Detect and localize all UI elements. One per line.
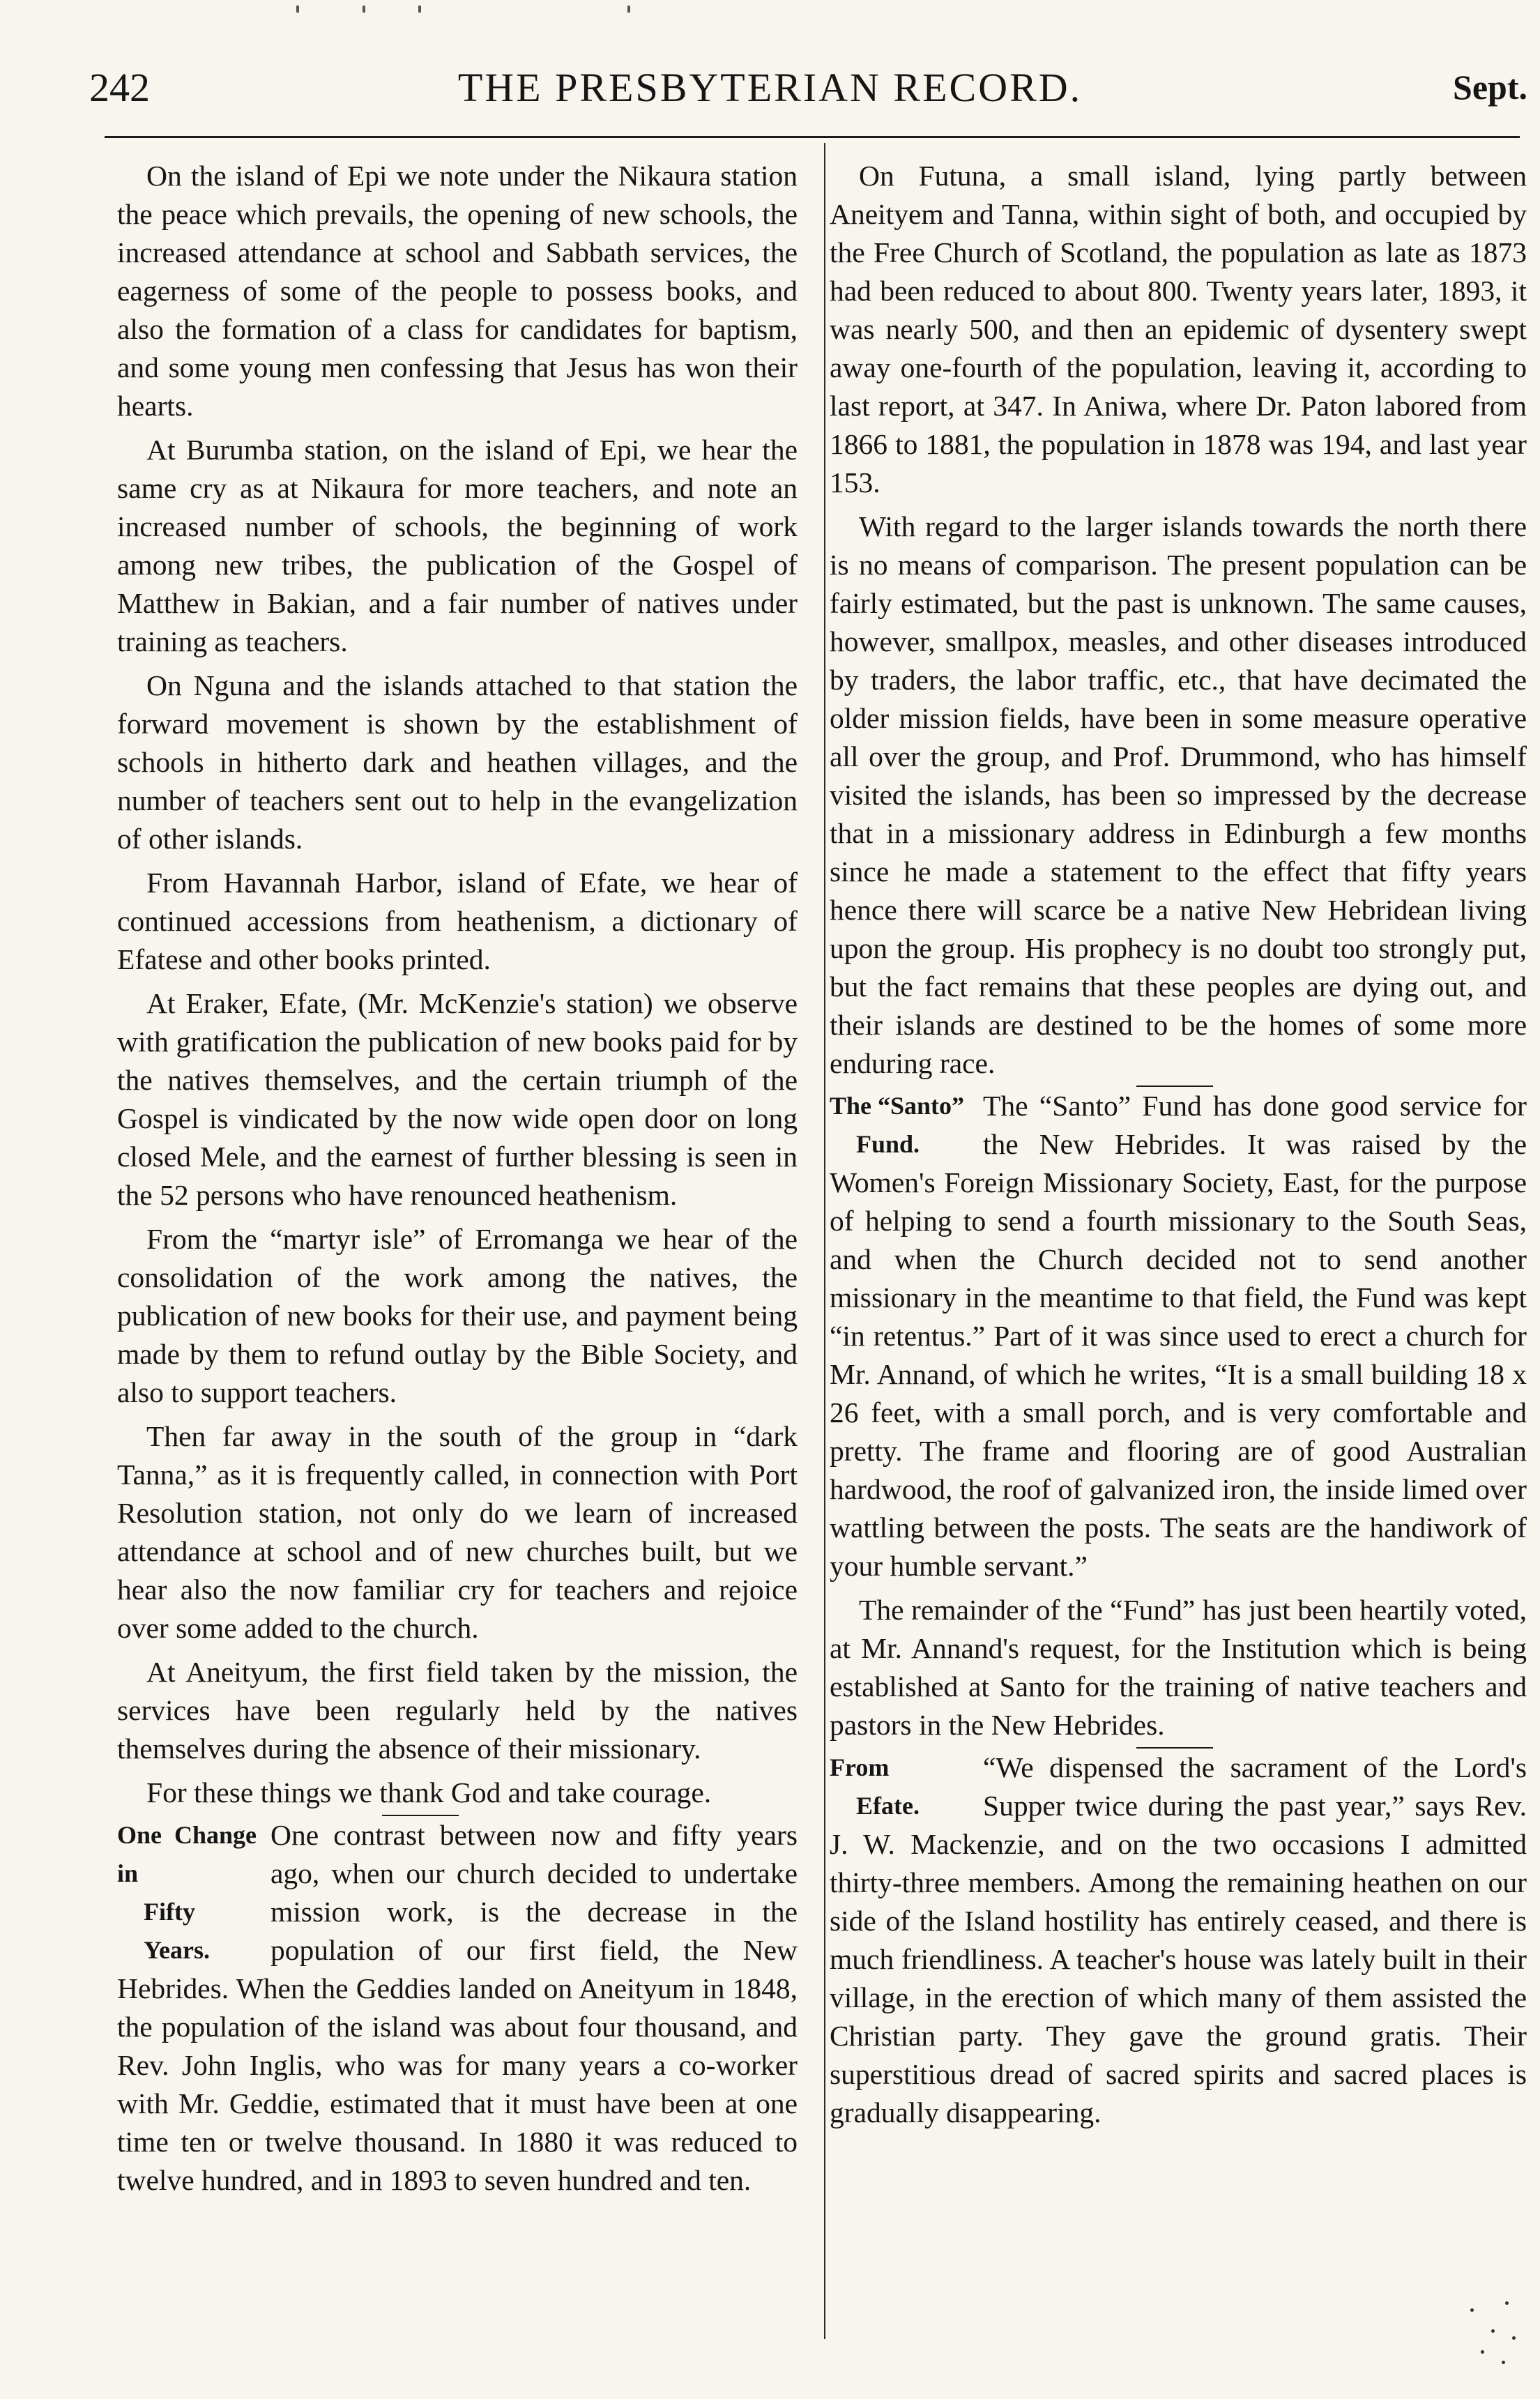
right-column xyxy=(830,157,1527,2138)
paragraph: With regard to the larger islands towards the north there is no means of comparison. The present population can be fairly estimated, but the past is unknown. The same causes, however, smallpox, measles, and other diseases introduced by traders, the labor traffic, etc., that have decimated the older mission fields, have been in some measure operative all over the group, and Prof. Drummond, who has himself visited the islands, has been so impressed by the decrease that in a missionary address in Edinburgh a few months since he made a statement to the effect that fifty years hence there will scarce be a native New Hebridean living upon the group. His prophecy is no doubt too strongly put, but the fact remains that these peoples are dying out, and their islands are destined to be the homes of some more enduring race. xyxy=(830,510,1527,1079)
side-heading-line: Fund. xyxy=(856,1130,920,1158)
paragraph: Then far away in the south of the group in “dark Tanna,” as it is frequently called, in connection with Port Resolution station, not only do we learn of increased attendance at school and of new churches built, but we hear also the now familiar cry for teachers and rejoice over some added to the church. xyxy=(117,1420,798,1644)
paragraph: One contrast between now and fifty years ago, when our church decided to undertake mission work, is the decrease in the population of our first field, the New Hebrides. When the Geddies landed on Aneityum in 1848, the population of the island was about four thousand, and Rev. John Inglis, who was for many years a co-worker with Mr. Geddie, estimated that it must have been at one time ten or twelve thousand. In 1880 it was reduced to twelve hundred, and in 1893 to seven hundred and ten. xyxy=(117,1819,798,2196)
paragraph: At Burumba station, on the island of Epi, we hear the same cry as at Nikaura for more teachers, and note an increased number of schools, the beginning of work among new tribes, the publication of the Gospel of Matthew in Bakian, and a fair number of natives under training as teachers. xyxy=(117,434,798,657)
paragraph: On Futuna, a small island, lying partly between Aneityem and Tanna, within sight of both, and occupied by the Free Church of Scotland, the population as late as 1873 had been reduced to about 800. Twenty years later, 1893, it was nearly 500, and then an epidemic of dysentery swept away one-fourth of the population, leaving it, according to last report, at 347. In Aniwa, where Dr. Paton labored from 1866 to 1881, the population in 1878 was 194, and last year 153. xyxy=(830,160,1527,498)
side-heading xyxy=(830,1087,969,1164)
paragraph: The “Santo” Fund has done good service for the New Hebrides. It was raised by the Women's Foreign Missionary Society, East, for the purpose of helping to send a fourth missionary to the South Seas, and when the Church decided not to send another missionary in the meantime to that field, the Fund was kept “in retentus.” Part of it was since used to erect a church for Mr. Annand, of which he writes, “It is a small building 18 x 26 feet, with a small porch, and is very comfortable and pretty. The frame and flooring are of good Australian hardwood, the roof of galvanized iron, the inside limed over wattling between the posts. The seats are the handiwork of your humble servant.” xyxy=(830,1090,1527,1582)
paragraph: The remainder of the “Fund” has just been heartily voted, at Mr. Annand's request, for the Institution which is being established at Santo for the training of native teachers and pastors in the New Hebrides. xyxy=(830,1594,1527,1741)
page-number: 242 xyxy=(89,65,150,110)
side-heading-line: One Change in xyxy=(117,1821,257,1887)
paragraph: At Eraker, Efate, (Mr. McKenzie's station) we observe with gratification the publication of new books paid for by the natives themselves, and the certain triumph of the Gospel is vindicated by the now wide open door on long closed Mele, and the earnest of further blessing is seen in the 52 persons who have renounced heathenism. xyxy=(117,987,798,1211)
header-rule xyxy=(105,136,1520,138)
journal-title: THE PRESBYTERIAN RECORD. xyxy=(457,65,1083,110)
side-heading xyxy=(117,1816,257,1970)
section-santo-fund xyxy=(830,1087,1527,1585)
side-heading-line: The “Santo” xyxy=(830,1092,965,1120)
side-heading-line: Efate. xyxy=(856,1792,920,1820)
paragraph: At Aneityum, the first field taken by the mission, the services have been regularly held by the natives themselves during the absence of their missionary. xyxy=(117,1656,798,1765)
left-column xyxy=(117,157,798,2205)
issue-month: Sept. xyxy=(1453,68,1527,107)
column-divider xyxy=(824,143,825,2339)
section-from-efate xyxy=(830,1749,1527,2132)
paragraph: From the “martyr isle” of Erromanga we hear of the consolidation of the work among the natives, the publication of new books for their use, and payment being made by them to refund outlay by the Bible Society, and also to support teachers. xyxy=(117,1223,798,1408)
paragraph: On the island of Epi we note under the Nikaura station the peace which prevails, the opening of new schools, the increased attendance at school and Sabbath services, the eagerness of some of the people to possess books, and also the formation of a class for candidates for baptism, and some young men confessing that Jesus has won their hearts. xyxy=(117,160,798,422)
side-heading xyxy=(830,1749,969,1825)
side-heading-line: Fifty Years. xyxy=(144,1898,210,1964)
scan-speckle xyxy=(1463,2294,1519,2378)
side-heading-line: From xyxy=(830,1753,890,1781)
section-one-change xyxy=(117,1816,798,2200)
paragraph: “We dispensed the sacrament of the Lord's Supper twice during the past year,” says Rev. J. W. Mackenzie, and on the two occasions I admitted thirty-three members. Among the remaining heathen on our side of the Island hostility has entirely ceased, and there is much friendliness. A teacher's house was lately built in their village, in the erection of which many of them assisted the Christian party. They gave the ground gratis. Their superstitious dread of sacred spirits and sacred places is gradually disappearing. xyxy=(830,1751,1527,2128)
paragraph: On Nguna and the islands attached to that station the forward movement is shown by the establishment of schools in hitherto dark and heathen villages, and the number of teachers sent out to help in the evangelization of other islands. xyxy=(117,669,798,855)
paragraph: From Havannah Harbor, island of Efate, we hear of continued accessions from heathenism, a dictionary of Efatese and other books printed. xyxy=(117,867,798,975)
paragraph: For these things we thank God and take courage. xyxy=(146,1776,712,1808)
page-header xyxy=(0,0,1540,139)
